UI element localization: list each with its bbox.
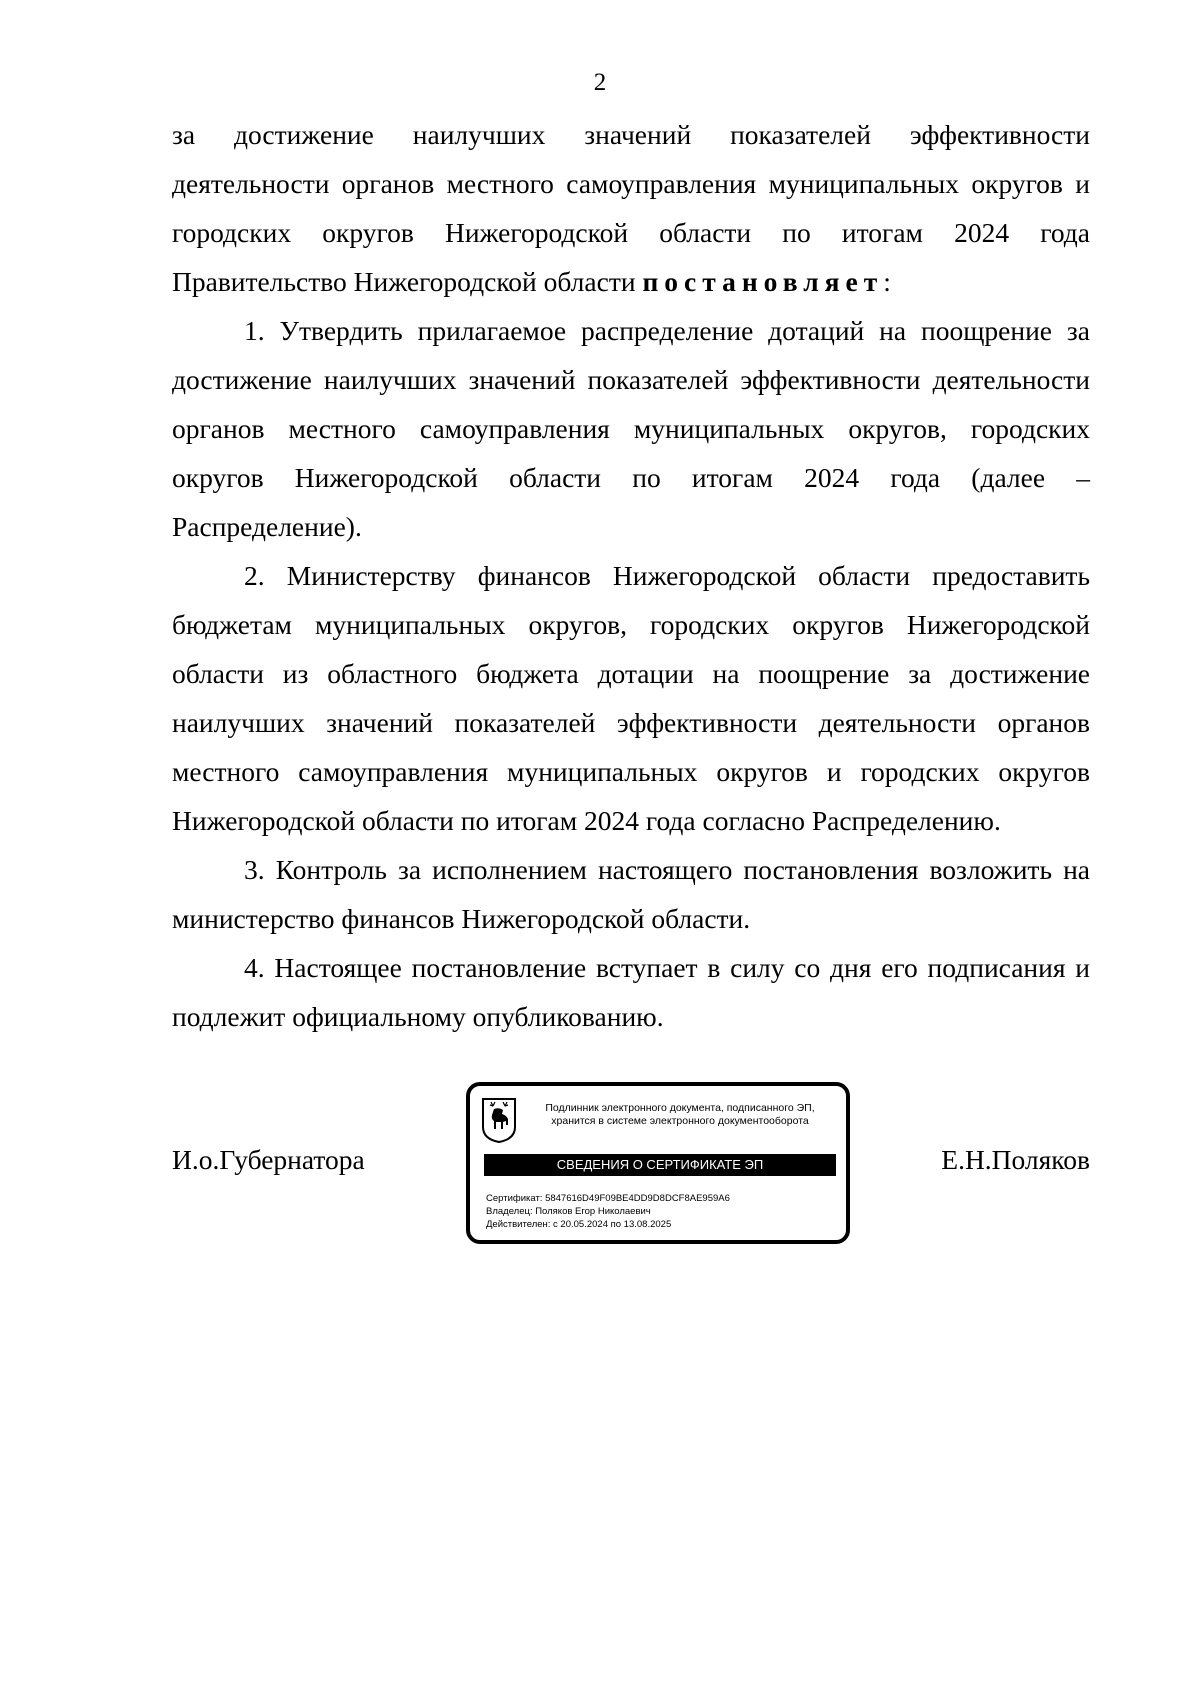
certificate-number: Сертификат: 5847616D49F09BE4DD9D8DCF8AE959A6 <box>486 1193 730 1204</box>
intro-text: за достижение наилучших значений показателей эффективности деятельности органов местного самоуправления муниципальных округов и городских округов Нижегородской области по итогам 2024 года Правительство Нижегородской области <box>172 119 1090 297</box>
stamp-details <box>486 1192 836 1231</box>
clause-2: 2. Министерству финансов Нижегородской области предоставить бюджетам муниципальных округов, городских округов Нижегородской области из областного бюджета дотации на поощрение за достижение наилучших значений показателей эффективности деятельности органов местного самоуправления муниципальных округов и городских округов Нижегородской области по итогам 2024 года согласно Распределению. <box>172 560 1090 836</box>
clause-3: 3. Контроль за исполнением настоящего постановления возложить на министерство финансов Нижегородской области. <box>172 854 1090 934</box>
signatory-position: И.о.Губернатора <box>172 1144 365 1175</box>
page-number: 2 <box>593 69 607 96</box>
certificate-owner: Владелец: Поляков Егор Николаевич <box>486 1206 651 1217</box>
signatory-name: Е.Н.Поляков <box>941 1144 1090 1175</box>
clause-1: 1. Утвердить прилагаемое распределение дотаций на поощрение за достижение наилучших значений показателей эффективности деятельности органов местного самоуправления муниципальных округов, городских округов Нижегородской области по итогам 2024 года (далее – Распределение). <box>172 315 1090 542</box>
e-signature-stamp <box>466 1082 850 1244</box>
clause-4: 4. Настоящее постановление вступает в силу со дня его подписания и подлежит официальному опубликованию. <box>172 952 1090 1032</box>
intro-paragraph <box>172 110 1090 306</box>
document-body <box>172 110 1090 1041</box>
deer-emblem-icon <box>481 1097 517 1143</box>
stamp-title-bar: СВЕДЕНИЯ О СЕРТИФИКАТЕ ЭП <box>484 1154 836 1176</box>
certificate-validity: Действителен: с 20.05.2024 по 13.08.2025 <box>486 1219 672 1230</box>
stamp-header-line-1: Подлинник электронного документа, подписанного ЭП, <box>545 1102 815 1114</box>
resolution-verb: постановляет <box>642 266 884 297</box>
stamp-header <box>530 1102 830 1128</box>
intro-colon: : <box>883 266 891 297</box>
stamp-header-line-2: хранится в системе электронного документооборота <box>551 1115 809 1127</box>
